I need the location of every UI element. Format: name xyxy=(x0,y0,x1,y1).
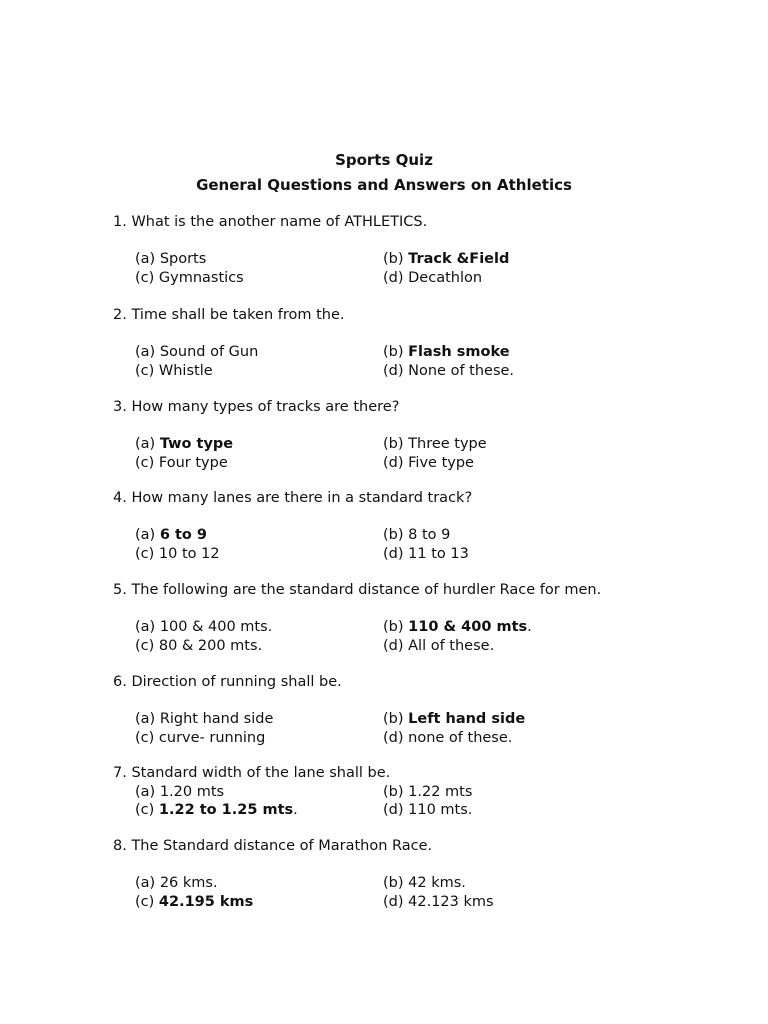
question-text: 7. Standard width of the lane shall be. xyxy=(113,765,391,781)
option-d xyxy=(383,545,469,564)
option-prefix: (b) xyxy=(383,251,409,267)
question-text: 3. How many types of tracks are there? xyxy=(113,399,400,415)
option-text: Five type xyxy=(408,454,474,471)
correct-answer: 1.22 to 1.25 mts xyxy=(158,802,294,818)
option-text: 8 to 9 xyxy=(408,527,451,543)
correct-answer: Two type xyxy=(159,436,234,452)
option-b xyxy=(383,435,487,454)
option-d xyxy=(383,637,494,656)
option-text: 1.20 mts xyxy=(159,783,225,800)
question-text: 6. Direction of running shall be. xyxy=(113,674,342,690)
option-prefix: (c) xyxy=(135,454,159,471)
option-prefix: (d) xyxy=(383,637,409,654)
option-text: Four type xyxy=(158,454,228,471)
question-text: 8. The Standard distance of Marathon Race. xyxy=(113,838,433,854)
page-title: Sports Quiz xyxy=(335,151,433,169)
option-b xyxy=(383,526,450,545)
option-c xyxy=(135,545,220,564)
correct-answer: Left hand side xyxy=(408,711,526,727)
option-c xyxy=(135,269,244,288)
option-b xyxy=(383,874,466,893)
option-prefix: (b) xyxy=(383,344,409,360)
option-prefix: (b) xyxy=(383,436,409,452)
option-suffix: . xyxy=(527,619,532,635)
option-a xyxy=(135,435,233,454)
option-a xyxy=(135,618,272,637)
option-a xyxy=(135,526,207,545)
option-prefix: (c) xyxy=(135,269,159,286)
question-4 xyxy=(113,489,673,563)
question-3 xyxy=(113,398,673,472)
option-prefix: (a) xyxy=(135,711,160,727)
option-text: None of these. xyxy=(408,362,515,379)
option-text: 10 to 12 xyxy=(158,545,220,562)
option-prefix: (b) xyxy=(383,711,409,727)
question-8 xyxy=(113,837,673,911)
option-prefix: (c) xyxy=(135,802,159,818)
option-text: 110 mts. xyxy=(408,802,473,818)
option-row xyxy=(113,729,673,748)
question-text: 1. What is the another name of ATHLETICS. xyxy=(113,214,428,230)
option-d xyxy=(383,269,482,288)
option-row xyxy=(113,526,673,545)
option-c xyxy=(135,454,228,473)
option-row xyxy=(113,893,673,912)
option-text: 11 to 13 xyxy=(408,545,469,562)
option-row xyxy=(113,454,673,473)
option-prefix: (d) xyxy=(383,729,409,746)
option-row xyxy=(113,435,673,454)
option-text: Decathlon xyxy=(408,269,483,286)
option-prefix: (d) xyxy=(383,545,409,562)
option-d xyxy=(383,893,494,912)
option-b xyxy=(383,710,525,729)
option-prefix: (d) xyxy=(383,454,409,471)
option-prefix: (b) xyxy=(383,783,409,800)
page-subtitle: General Questions and Answers on Athletics xyxy=(196,176,572,194)
option-row xyxy=(113,269,673,288)
option-row xyxy=(113,362,673,381)
option-row xyxy=(113,618,673,637)
option-prefix: (c) xyxy=(135,362,159,379)
option-prefix: (b) xyxy=(383,619,409,635)
option-text: Right hand side xyxy=(159,711,274,727)
option-c xyxy=(135,801,298,820)
option-text: 42.123 kms xyxy=(408,893,494,910)
question-5 xyxy=(113,581,673,655)
option-text: 80 & 200 mts. xyxy=(158,637,263,654)
option-text: Sports xyxy=(159,251,207,267)
option-prefix: (a) xyxy=(135,251,160,267)
option-prefix: (d) xyxy=(383,802,409,818)
option-prefix: (c) xyxy=(135,893,159,910)
option-text: Sound of Gun xyxy=(159,344,259,360)
question-text: 2. Time shall be taken from the. xyxy=(113,307,345,323)
option-prefix: (a) xyxy=(135,619,160,635)
option-prefix: (a) xyxy=(135,436,160,452)
option-text: 1.22 mts xyxy=(408,783,473,800)
option-d xyxy=(383,801,472,820)
option-suffix: . xyxy=(293,802,298,818)
option-a xyxy=(135,874,218,893)
option-prefix: (d) xyxy=(383,362,409,379)
correct-answer: 42.195 kms xyxy=(158,893,254,910)
option-c xyxy=(135,362,213,381)
option-row xyxy=(113,874,673,893)
option-prefix: (d) xyxy=(383,893,409,910)
option-b xyxy=(383,343,510,362)
option-row xyxy=(113,710,673,729)
option-row xyxy=(113,801,673,820)
option-prefix: (c) xyxy=(135,729,159,746)
option-text: 42 kms. xyxy=(408,875,466,891)
option-b xyxy=(383,618,532,637)
option-prefix: (b) xyxy=(383,875,409,891)
option-b xyxy=(383,783,472,802)
option-prefix: (b) xyxy=(383,527,409,543)
option-row xyxy=(113,637,673,656)
correct-answer: Track &Field xyxy=(408,251,510,267)
option-row xyxy=(113,545,673,564)
option-b xyxy=(383,250,509,269)
option-d xyxy=(383,454,474,473)
option-d xyxy=(383,362,514,381)
option-prefix: (a) xyxy=(135,527,160,543)
option-prefix: (a) xyxy=(135,875,160,891)
option-prefix: (a) xyxy=(135,344,160,360)
option-text: curve- running xyxy=(158,729,266,746)
question-7 xyxy=(113,764,673,820)
question-6 xyxy=(113,673,673,747)
option-row xyxy=(113,343,673,362)
option-text: Three type xyxy=(408,436,487,452)
option-prefix: (c) xyxy=(135,637,159,654)
question-1 xyxy=(113,213,673,287)
correct-answer: 6 to 9 xyxy=(159,527,207,543)
question-text: 4. How many lanes are there in a standard track? xyxy=(113,490,473,506)
option-d xyxy=(383,729,512,748)
option-c xyxy=(135,729,265,748)
option-a xyxy=(135,343,258,362)
option-text: All of these. xyxy=(408,637,495,654)
correct-answer: 110 & 400 mts xyxy=(408,619,528,635)
correct-answer: Flash smoke xyxy=(408,344,510,360)
option-prefix: (c) xyxy=(135,545,159,562)
question-2 xyxy=(113,306,673,380)
option-text: 26 kms. xyxy=(159,875,218,891)
option-prefix: (d) xyxy=(383,269,409,286)
option-row xyxy=(113,783,673,802)
option-c xyxy=(135,893,253,912)
option-text: 100 & 400 mts. xyxy=(159,619,273,635)
option-a xyxy=(135,250,206,269)
option-c xyxy=(135,637,262,656)
option-prefix: (a) xyxy=(135,783,160,800)
option-text: none of these. xyxy=(408,729,513,746)
option-text: Gymnastics xyxy=(158,269,244,286)
option-text: Whistle xyxy=(158,362,213,379)
option-row xyxy=(113,250,673,269)
question-text: 5. The following are the standard distance of hurdler Race for men. xyxy=(113,582,602,598)
option-a xyxy=(135,783,224,802)
option-a xyxy=(135,710,273,729)
